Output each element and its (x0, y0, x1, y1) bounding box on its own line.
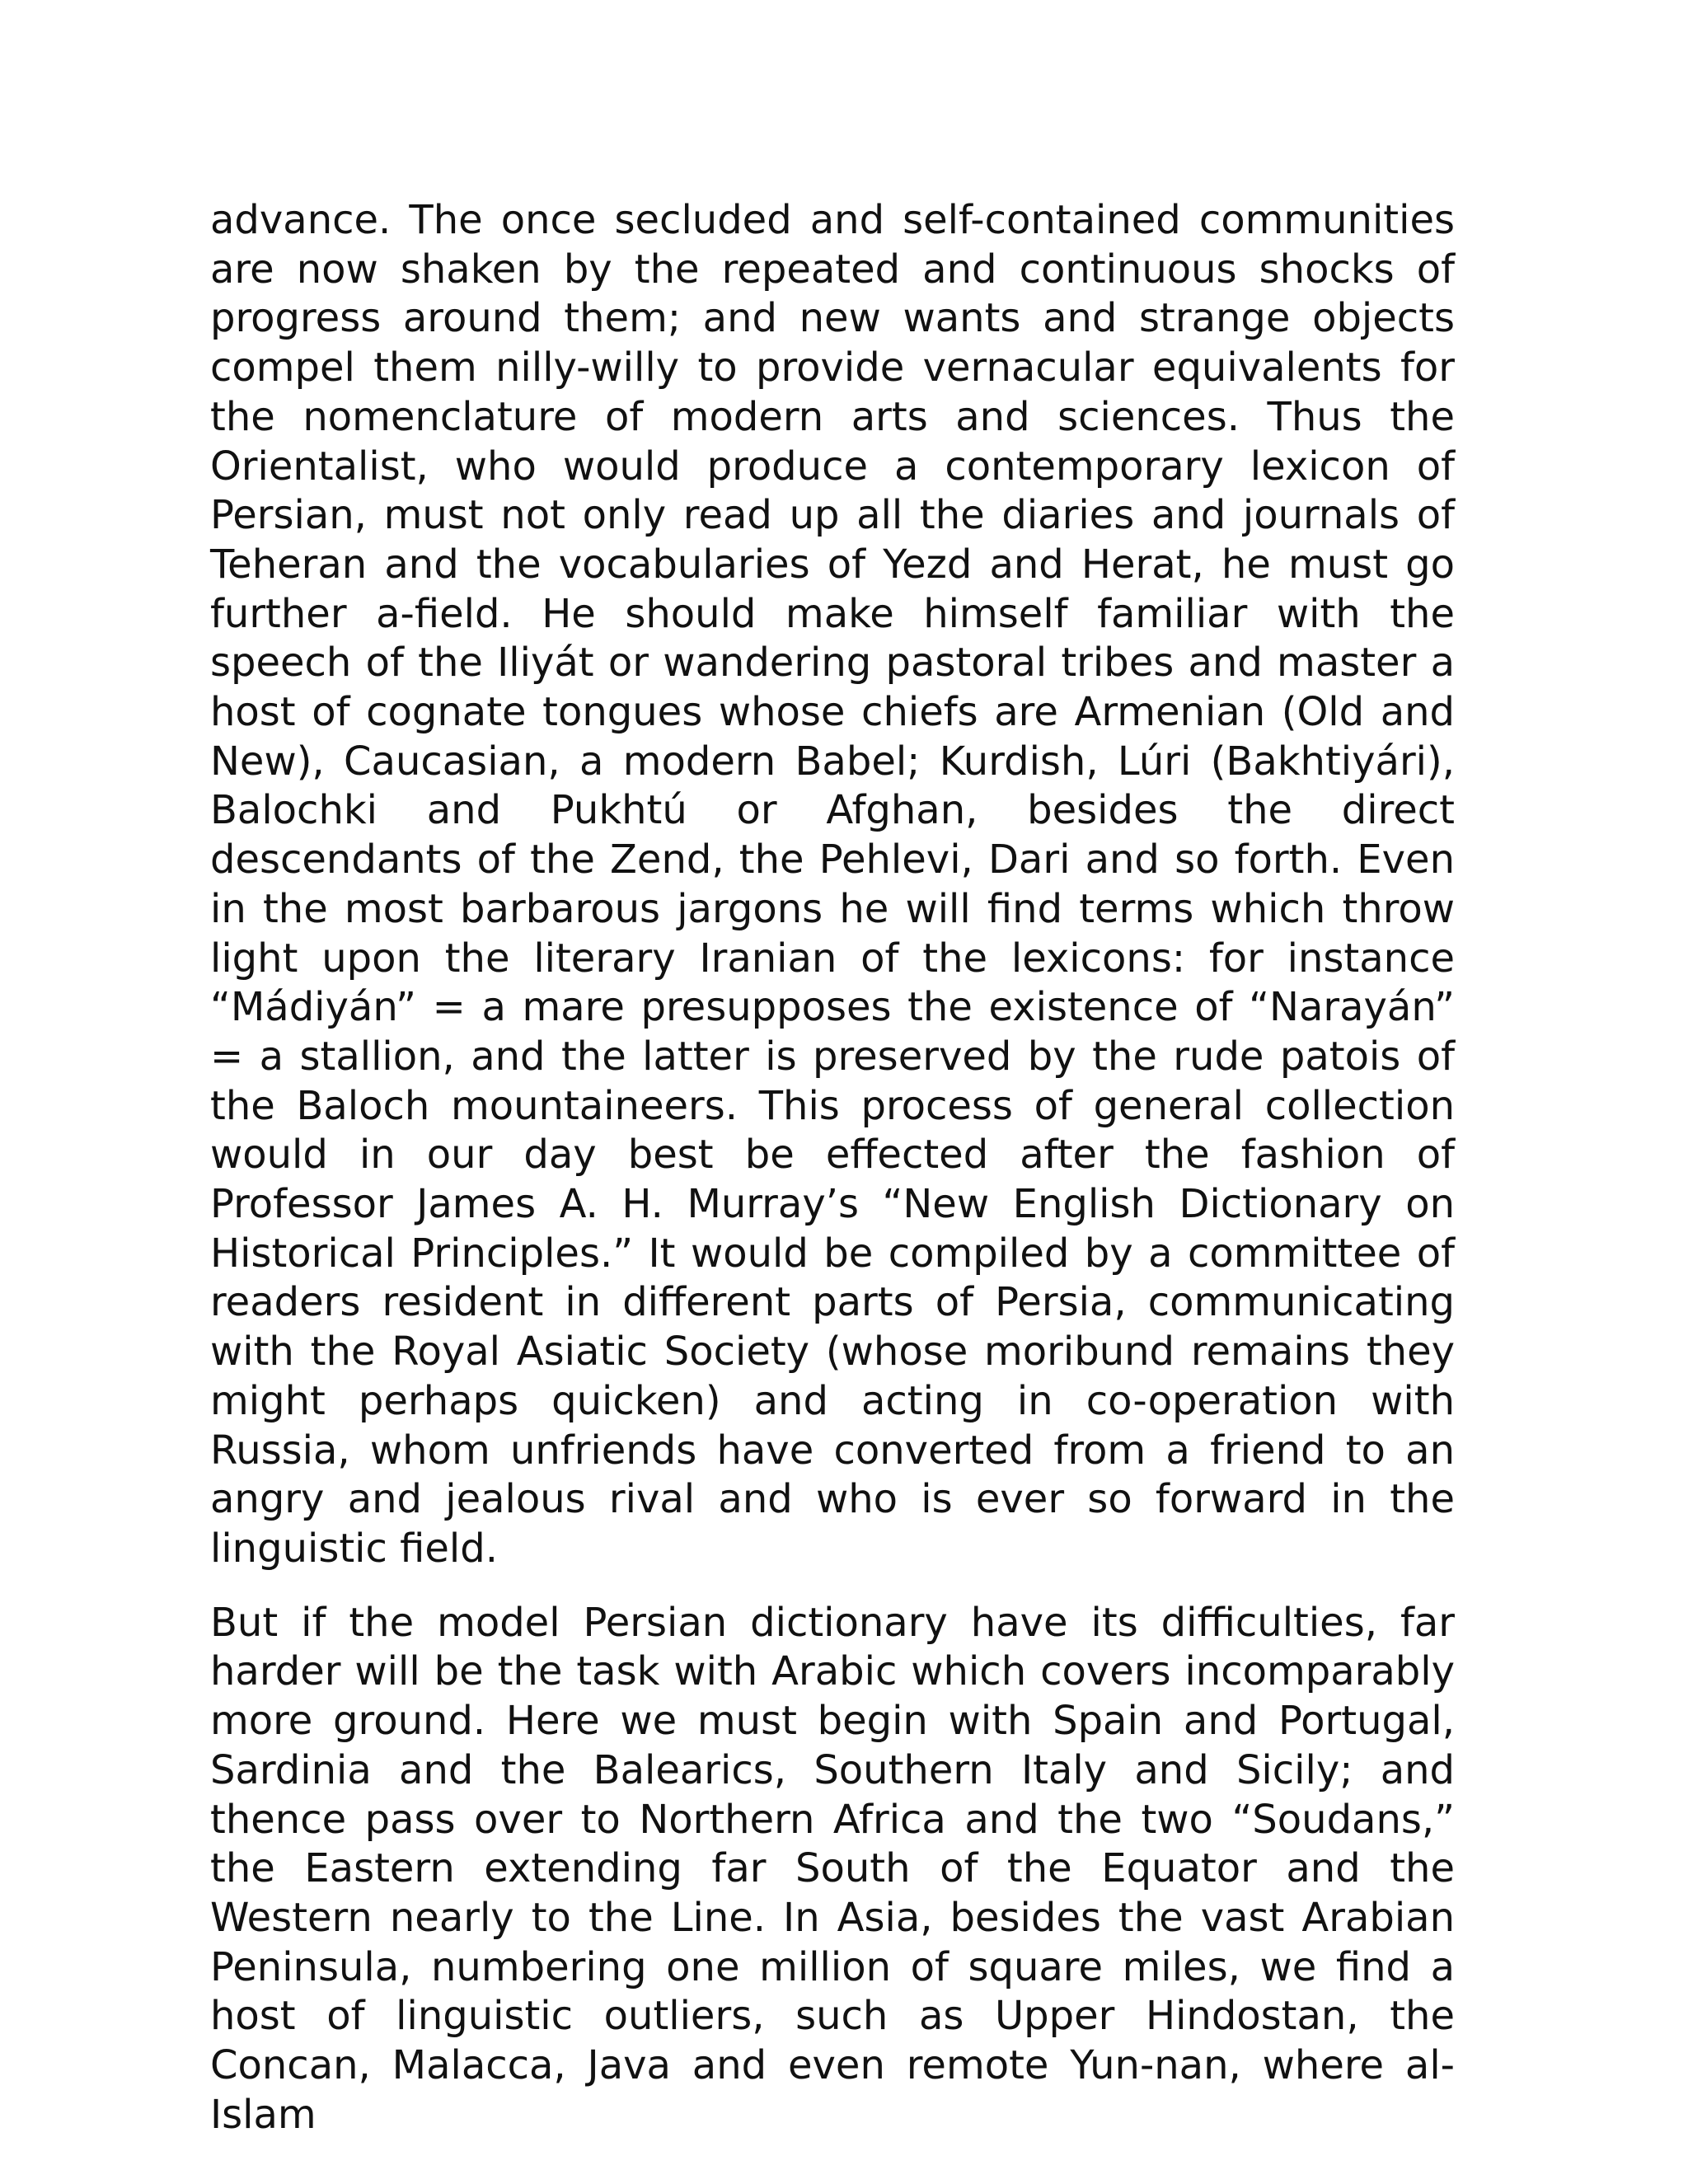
paragraph-1: advance. The once secluded and self-contained communities are now shaken by the repeated and continuous shocks of progress around them; and new wants and strange objects compel them nilly-willy to provide vernacular equivalents for the nomenclature of modern arts and sciences. Thus the Orientalist, who would produce a contemporary lexicon of Persian, must not only read up all the diaries and journals of Teheran and the vocabularies of Yezd and Herat, he must go further a-field. He should make himself familiar with the speech of the Iliyát or wandering pastoral tribes and master a host of cognate tongues whose chiefs are Armenian (Old and New), Caucasian, a modern Babel; Kurdish, Lúri (Bakhtiyári), Balochki and Pukhtú or Afghan, besides the direct descendants of the Zend, the Pehlevi, Dari and so forth. Even in the most barbarous jargons he will find terms which throw light upon the literary Iranian of the lexicons: for instance “Mádiyán” = a mare presupposes the existence of “Narayán” = a stallion, and the latter is preserved by the rude patois of the Baloch mountaineers. This process of general collection would in our day best be effected after the fashion of Professor James A. H. Murray’s “New English Dictionary on Historical Principles.” It would be compiled by a committee of readers resident in different parts of Persia, communicating with the Royal Asiatic Society (whose moribund remains they might perhaps quicken) and acting in co-operation with Russia, whom unfriends have converted from a friend to an angry and jealous rival and who is ever so forward in the linguistic field. (210, 197, 1455, 1572)
body-text (210, 196, 1455, 2139)
paragraph-2: But if the model Persian dictionary have its difficulties, far harder will be the task with Arabic which covers incomparably more ground. Here we must begin with Spain and Portugal, Sardinia and the Balearics, Southern Italy and Sicily; and thence pass over to Northern Africa and the two “Soudans,” the Eastern extending far South of the Equator and the Western nearly to the Line. In Asia, besides the vast Arabian Peninsula, numbering one million of square miles, we find a host of linguistic outliers, such as Upper Hindostan, the Concan, Malacca, Java and even remote Yun-nan, where al-Islam (210, 1599, 1455, 2138)
